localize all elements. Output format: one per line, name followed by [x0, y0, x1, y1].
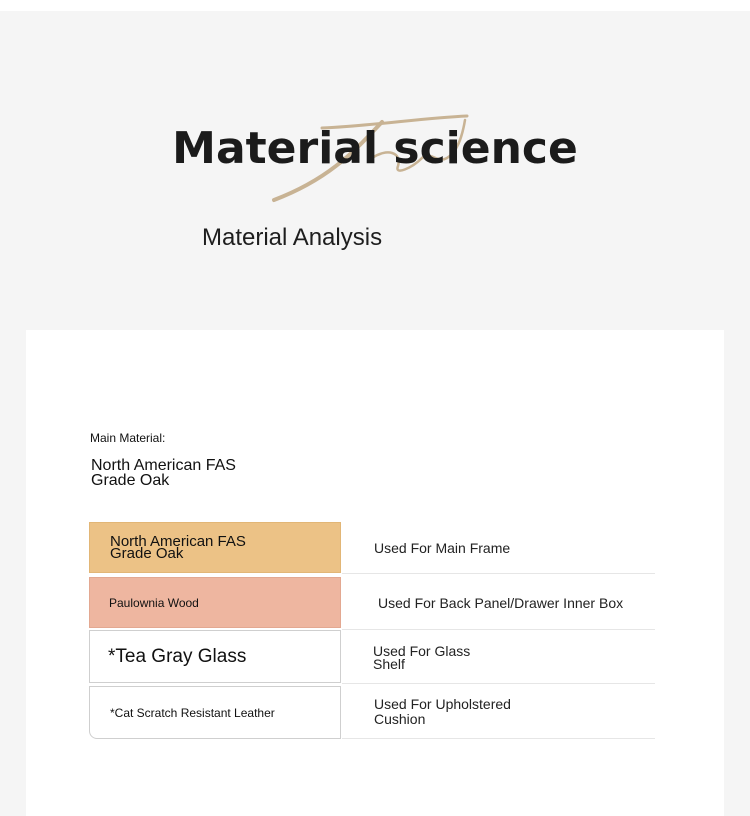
material-use: Used For Glass Shelf — [373, 643, 471, 672]
material-name: *Tea Gray Glass — [108, 645, 247, 667]
row-divider — [342, 738, 655, 739]
material-use: Used For Main Frame — [374, 540, 511, 556]
material-swatch-glass — [89, 630, 341, 683]
row-divider — [342, 629, 655, 630]
material-swatch-leather — [89, 686, 341, 739]
material-name: North American FAS Grade Oak — [110, 532, 246, 562]
material-swatch-oak — [89, 522, 341, 573]
material-use: Used For Back Panel/Drawer Inner Box — [378, 595, 624, 611]
main-material-value: North American FAS Grade Oak — [91, 457, 236, 489]
material-name: Paulownia Wood — [109, 595, 199, 610]
main-material-label: Main Material: — [90, 431, 166, 445]
material-use: Used For Upholstered Cushion — [374, 696, 511, 727]
row-divider — [342, 683, 655, 684]
section-subtitle: Material Analysis — [202, 224, 383, 251]
material-swatch-paulownia — [89, 577, 341, 628]
page-title: Material science — [172, 123, 578, 174]
row-divider — [342, 573, 655, 574]
material-name: *Cat Scratch Resistant Leather — [110, 705, 275, 720]
